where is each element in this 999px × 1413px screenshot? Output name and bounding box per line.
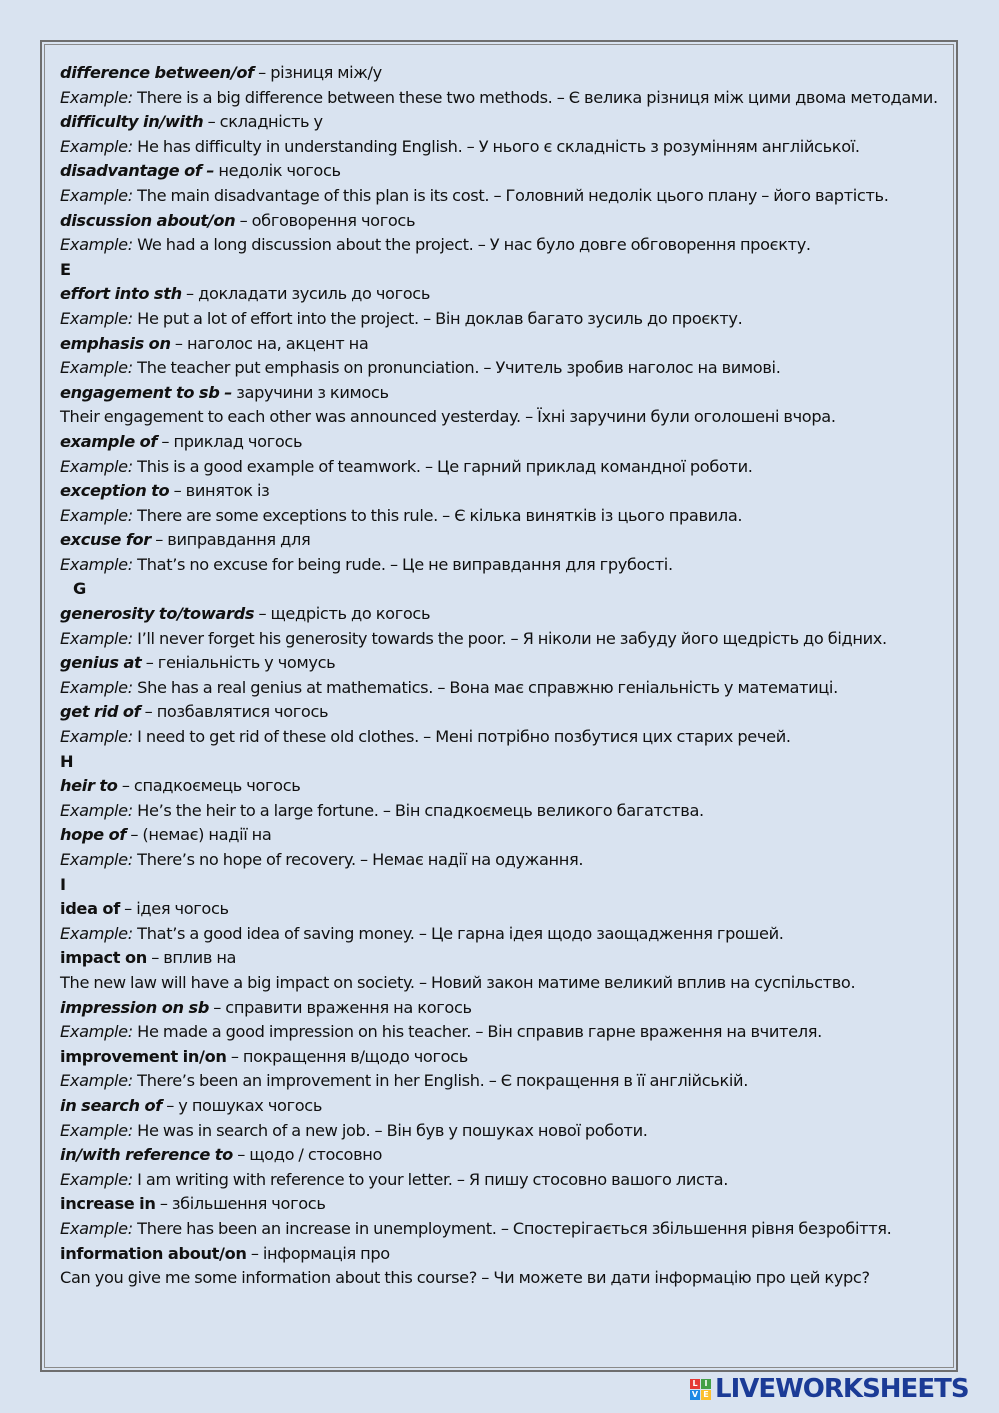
example-line bbox=[60, 356, 940, 381]
entry-line bbox=[60, 651, 940, 676]
entries-list bbox=[60, 110, 940, 1291]
example-label: Example: bbox=[60, 727, 133, 747]
example-text: We had a long discussion about the project. – У нас було довге обговорення проєкту. bbox=[132, 235, 811, 255]
example-label: Example: bbox=[60, 358, 133, 378]
example-line bbox=[60, 1069, 940, 1094]
example-label: Example: bbox=[60, 1022, 133, 1042]
entry-translation: – вплив на bbox=[146, 948, 237, 968]
entry-line bbox=[60, 159, 940, 184]
example-line bbox=[60, 1217, 940, 1242]
example-line bbox=[60, 455, 940, 480]
entry-translation: – геніальність у чомусь bbox=[141, 653, 336, 673]
entry-translation: – приклад чогось bbox=[157, 431, 303, 451]
entry-line bbox=[60, 381, 940, 406]
example-sentence: Can you give me some information about this course? – Чи можете ви дати інформацію про цей курс? bbox=[60, 1268, 870, 1288]
entry-line bbox=[60, 332, 940, 357]
liveworksheets-logo bbox=[690, 1374, 969, 1404]
logo-badge-letter: L bbox=[690, 1379, 700, 1389]
entry-translation: – позбавлятися чогось bbox=[140, 702, 329, 722]
example-label: Example: bbox=[60, 800, 133, 820]
example-line bbox=[60, 848, 940, 873]
entry-translation: – наголос на, акцент на bbox=[170, 333, 369, 353]
example-line bbox=[60, 1020, 940, 1045]
entry-line bbox=[60, 528, 940, 553]
entry-term: exception to bbox=[60, 481, 170, 501]
example-label: Example: bbox=[60, 136, 133, 156]
example-text: There has been an increase in unemployment. – Спостерігається збільшення рівня безробіття. bbox=[132, 1218, 892, 1238]
entry-translation: – виняток із bbox=[169, 481, 270, 501]
entry-line bbox=[60, 996, 940, 1021]
example-text: He put a lot of effort into the project. – Він доклав багато зусиль до проєкту. bbox=[132, 308, 743, 328]
logo-badge-letter: V bbox=[691, 1389, 699, 1399]
example-line bbox=[60, 233, 940, 258]
entry-translation: – виправдання для bbox=[150, 530, 311, 550]
example-label: Example: bbox=[60, 1218, 133, 1238]
example-text: There are some exceptions to this rule. – Є кілька винятків із цього правила. bbox=[132, 505, 743, 525]
example-text: There is a big difference between these two methods. – Є велика різниця між цими двома методами. bbox=[132, 87, 938, 107]
example-line bbox=[60, 184, 940, 209]
example-text: That’s a good idea of saving money. – Це гарна ідея щодо заощадження грошей. bbox=[132, 923, 784, 943]
entry-term: generosity to/towards bbox=[60, 604, 255, 624]
logo-text: LIVEWORKSHEETS bbox=[715, 1374, 969, 1404]
example-sentence: Their engagement to each other was announced yesterday. – Їхні заручини були оголошені вчора. bbox=[60, 407, 836, 427]
example-line bbox=[60, 627, 940, 652]
logo-badge-letter: I bbox=[701, 1379, 711, 1389]
entry-line bbox=[60, 1143, 940, 1168]
entry-term: information about/on bbox=[60, 1243, 247, 1263]
example-label: Example: bbox=[60, 235, 133, 255]
entry-translation: – щодо / стосовно bbox=[232, 1145, 383, 1165]
example-text: I need to get rid of these old clothes. – Мені потрібно позбутися цих старих речей. bbox=[132, 727, 791, 747]
entry-line bbox=[60, 774, 940, 799]
example-label: Example: bbox=[60, 505, 133, 525]
entry-term: excuse for bbox=[60, 530, 151, 550]
entry-term: emphasis on bbox=[60, 333, 171, 353]
entry-term: heir to bbox=[60, 776, 118, 796]
entry-line bbox=[60, 1192, 940, 1217]
example-label: Example: bbox=[60, 456, 133, 476]
example-sentence: The new law will have a big impact on society. – Новий закон матиме великий вплив на суспільство. bbox=[60, 972, 856, 992]
entry-term: improvement in/on bbox=[60, 1046, 227, 1066]
section-letter: H bbox=[60, 751, 74, 771]
logo-badge-letter: E bbox=[701, 1390, 711, 1400]
example-label: Example: bbox=[60, 87, 133, 107]
entry-translation: – докладати зусиль до чогось bbox=[181, 284, 431, 304]
example-label: Example: bbox=[60, 1071, 133, 1091]
entry-term: effort into sth bbox=[60, 284, 182, 304]
entry-term: difference between/of bbox=[60, 63, 254, 82]
entry-term: discussion about/on bbox=[60, 210, 236, 230]
entry-term: impression on sb bbox=[60, 997, 209, 1017]
entry-line bbox=[60, 110, 940, 135]
entry-translation: – обговорення чогось bbox=[235, 210, 416, 230]
entry-translation: недолік чогось bbox=[214, 161, 341, 181]
section-letter: I bbox=[60, 874, 66, 894]
entry-line bbox=[60, 897, 940, 922]
entry-line bbox=[60, 430, 940, 455]
example-line bbox=[60, 1119, 940, 1144]
entry-translation: – інформація про bbox=[246, 1243, 390, 1263]
example-label: Example: bbox=[60, 677, 133, 697]
entry-translation: – спадкоємець чогось bbox=[117, 776, 301, 796]
entry-term: idea of bbox=[60, 899, 120, 919]
example-text: He made a good impression on his teacher. – Він справив гарне враження на вчителя. bbox=[132, 1022, 822, 1042]
example-text: The main disadvantage of this plan is its cost. – Головний недолік цього плану – його вартість. bbox=[132, 185, 889, 205]
entry-line bbox=[60, 1094, 940, 1119]
example-text: I’ll never forget his generosity towards the poor. – Я ніколи не забуду його щедрість до бідних. bbox=[132, 628, 887, 648]
entry-term: increase in bbox=[60, 1194, 156, 1214]
entry-term: disadvantage of – bbox=[60, 161, 215, 181]
entry-line bbox=[60, 602, 940, 627]
example-text: This is a good example of teamwork. – Це гарний приклад командної роботи. bbox=[132, 456, 753, 476]
entry-term: in/with reference to bbox=[60, 1145, 233, 1165]
example-label: Example: bbox=[60, 308, 133, 328]
entry-translation: – (немає) надії на bbox=[126, 825, 272, 845]
entry-line bbox=[60, 946, 940, 971]
example-text: There’s been an improvement in her English. – Є покращення в її англійській. bbox=[132, 1071, 749, 1091]
entry-line bbox=[60, 479, 940, 504]
entry-term: impact on bbox=[60, 948, 147, 968]
example-line bbox=[60, 1168, 940, 1193]
entry-line bbox=[60, 1242, 940, 1267]
entry-line bbox=[60, 282, 940, 307]
example-text: She has a real genius at mathematics. – Вона має справжню геніальність у математиці. bbox=[132, 677, 838, 697]
entry-term: engagement to sb – bbox=[60, 382, 232, 402]
example-text: He’s the heir to a large fortune. – Він спадкоємець великого багатства. bbox=[132, 800, 704, 820]
worksheet-content bbox=[60, 61, 940, 1291]
entry-line bbox=[60, 823, 940, 848]
example-line bbox=[60, 676, 940, 701]
example-line bbox=[60, 135, 940, 160]
entry-translation: – різниця між/у bbox=[253, 63, 382, 82]
section-letter: G bbox=[73, 579, 86, 599]
entry-translation: – щедрість до когось bbox=[254, 604, 431, 624]
entry-translation: – покращення в/щодо чогось bbox=[226, 1046, 468, 1066]
example-line bbox=[60, 307, 940, 332]
entry-translation: – ідея чогось bbox=[119, 899, 229, 919]
entry-translation: – складність у bbox=[203, 112, 323, 132]
example-label: Example: bbox=[60, 1120, 133, 1140]
example-line bbox=[60, 553, 940, 578]
entry-translation: заручини з кимось bbox=[231, 382, 389, 402]
example-line bbox=[60, 922, 940, 947]
entry-term: genius at bbox=[60, 653, 142, 673]
example-text: That’s no excuse for being rude. – Це не виправдання для грубості. bbox=[132, 554, 673, 574]
entry-term: hope of bbox=[60, 825, 127, 845]
entry-translation: – збільшення чогось bbox=[155, 1194, 326, 1214]
example-label: Example: bbox=[60, 923, 133, 943]
example-line bbox=[60, 799, 940, 824]
entry-line bbox=[60, 209, 940, 234]
example-text: He has difficulty in understanding English. – У нього є складність з розумінням англійської. bbox=[132, 136, 860, 156]
entry-line bbox=[60, 700, 940, 725]
example-label: Example: bbox=[60, 1169, 133, 1189]
example-line bbox=[60, 504, 940, 529]
entry-translation: – у пошуках чогось bbox=[161, 1095, 323, 1115]
entry-line bbox=[60, 1045, 940, 1070]
example-label: Example: bbox=[60, 185, 133, 205]
example-label: Example: bbox=[60, 850, 133, 869]
entry-line bbox=[60, 61, 940, 86]
entry-term: example of bbox=[60, 431, 158, 451]
section-letter: E bbox=[60, 259, 71, 279]
example-line bbox=[60, 86, 940, 111]
example-label: Example: bbox=[60, 628, 133, 648]
example-text: There’s no hope of recovery. – Немає надії на одужання. bbox=[132, 850, 584, 869]
logo-badge-icon bbox=[690, 1379, 711, 1400]
example-text: I am writing with reference to your letter. – Я пишу стосовно вашого листа. bbox=[132, 1169, 729, 1189]
entry-translation: – справити враження на когось bbox=[208, 997, 472, 1017]
example-text: The teacher put emphasis on pronunciation. – Учитель зробив наголос на вимові. bbox=[132, 358, 781, 378]
example-line bbox=[60, 725, 940, 750]
entry-term: in search of bbox=[60, 1095, 162, 1115]
example-label: Example: bbox=[60, 554, 133, 574]
entry-term: get rid of bbox=[60, 702, 141, 722]
entry-term: difficulty in/with bbox=[60, 112, 204, 132]
example-text: He was in search of a new job. – Він був у пошуках нової роботи. bbox=[132, 1120, 648, 1140]
